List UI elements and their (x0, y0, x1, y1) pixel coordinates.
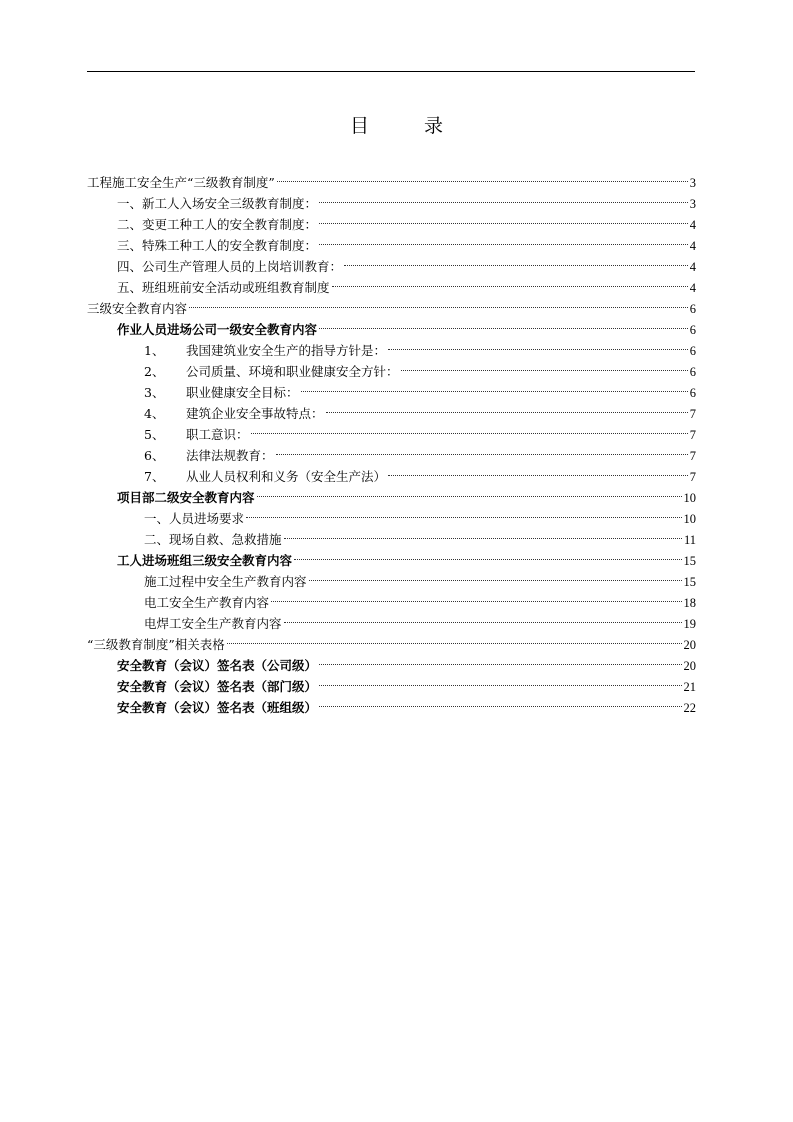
toc-entry-page: 20 (683, 638, 696, 652)
toc-entry-label: “三级教育制度”相关表格 (87, 637, 225, 652)
toc-entry-page: 6 (689, 386, 696, 400)
toc-entry-page: 4 (689, 260, 696, 274)
toc-entry-label: 一、人员进场要求 (144, 511, 245, 526)
toc-dot-leader (246, 502, 681, 523)
toc-entry-label: 四、公司生产管理人员的上岗培训教育： (117, 259, 343, 274)
toc-entry-page: 7 (689, 470, 696, 484)
toc-entry-page: 21 (683, 680, 696, 694)
toc-dot-leader (388, 334, 688, 355)
toc-entry-label: 电工安全生产教育内容 (144, 595, 270, 610)
toc-entry-page: 10 (683, 512, 696, 526)
toc-dot-leader (189, 292, 688, 313)
toc-entry-number: 5、 (144, 427, 165, 442)
toc-entry-label: 一、新工人入场安全三级教育制度： (117, 196, 318, 211)
toc-entry-page: 10 (683, 491, 696, 505)
toc-dot-leader (227, 628, 682, 649)
toc-dot-leader (344, 250, 688, 271)
toc-entry-page: 6 (689, 302, 696, 316)
toc-entry-page: 20 (683, 659, 696, 673)
toc-dot-leader (294, 544, 681, 565)
toc-entry-label: 电焊工安全生产教育内容 (144, 616, 282, 631)
toc-entry-page: 18 (683, 596, 696, 610)
toc-dot-leader (284, 523, 682, 544)
toc-dot-leader (257, 481, 682, 502)
toc-dot-leader (301, 376, 688, 397)
toc-entry-label: 从业人员权利和义务（安全生产法） (186, 469, 387, 484)
toc-entry-page: 6 (689, 365, 696, 379)
toc-entry-label: 二、变更工种工人的安全教育制度： (117, 217, 318, 232)
toc-dot-leader (332, 271, 688, 292)
toc-entry-label: 工人进场班组三级安全教育内容 (117, 553, 293, 568)
toc-entry-page: 4 (689, 239, 696, 253)
toc-entry-page: 11 (683, 533, 696, 547)
toc-entry-label: 五、班组班前安全活动或班组教育制度 (117, 280, 330, 295)
toc-entry-label: 安全教育（会议）签名表（部门级） (117, 679, 318, 694)
toc-dot-leader (319, 670, 681, 691)
toc-dot-leader (251, 418, 688, 439)
toc-entry-page: 6 (689, 344, 696, 358)
toc-entry-page: 15 (683, 575, 696, 589)
toc-entry-label: 职业健康安全目标： (186, 385, 299, 400)
toc-entry-label: 二、现场自救、急救措施 (144, 532, 282, 547)
toc-dot-leader (271, 586, 681, 607)
toc-entry-page: 22 (683, 701, 696, 715)
toc-entry-number: 2、 (144, 364, 165, 379)
toc-entry-page: 15 (683, 554, 696, 568)
toc-entry-label: 三级安全教育内容 (87, 301, 188, 316)
toc-entry-label: 法律法规教育： (186, 448, 274, 463)
toc-entry-page: 3 (689, 176, 696, 190)
toc-entry-label: 三、特殊工种工人的安全教育制度： (117, 238, 318, 253)
toc-entry-label: 我国建筑业安全生产的指导方针是： (186, 343, 387, 358)
toc-entry-page: 19 (683, 617, 696, 631)
toc-entry-page: 4 (689, 281, 696, 295)
toc-dot-leader (319, 208, 688, 229)
table-of-contents (87, 166, 696, 715)
toc-entry-label: 职工意识： (186, 427, 249, 442)
toc-entry-page: 7 (689, 407, 696, 421)
toc-entry-label: 公司质量、环境和职业健康安全方针： (186, 364, 399, 379)
toc-dot-leader (277, 166, 688, 187)
toc-dot-leader (276, 439, 688, 460)
toc-dot-leader (388, 460, 688, 481)
toc-entry-number: 1、 (144, 343, 165, 358)
toc-entry-page: 6 (689, 323, 696, 337)
toc-entry-number: 7、 (144, 469, 165, 484)
toc-entry-number: 3、 (144, 385, 165, 400)
toc-dot-leader (326, 397, 688, 418)
toc-entry-label: 工程施工安全生产“三级教育制度” (87, 175, 275, 190)
toc-entry-page: 7 (689, 428, 696, 442)
toc-dot-leader (284, 607, 682, 628)
toc-entry-label: 安全教育（会议）签名表（公司级） (117, 658, 318, 673)
toc-entry-label: 建筑企业安全事故特点： (186, 406, 324, 421)
toc-entry-1[interactable] (87, 166, 696, 190)
toc-entry-page: 3 (689, 197, 696, 211)
toc-dot-leader (319, 187, 688, 208)
toc-entry-number: 4、 (144, 406, 165, 421)
toc-entry-label: 安全教育（会议）签名表（班组级） (117, 700, 318, 715)
toc-dot-leader (309, 565, 682, 586)
toc-entry-label: 项目部二级安全教育内容 (117, 490, 255, 505)
toc-entry-page: 7 (689, 449, 696, 463)
toc-dot-leader (319, 649, 681, 670)
toc-title: 目 录 (349, 115, 461, 137)
toc-dot-leader (319, 313, 688, 334)
toc-entry-page: 4 (689, 218, 696, 232)
toc-dot-leader (319, 229, 688, 250)
header-rule (87, 71, 695, 72)
toc-dot-leader (319, 691, 681, 712)
toc-dot-leader (401, 355, 688, 376)
toc-entry-number: 6、 (144, 448, 165, 463)
toc-entry-label: 作业人员进场公司一级安全教育内容 (117, 322, 318, 337)
toc-entry-label: 施工过程中安全生产教育内容 (144, 574, 307, 589)
